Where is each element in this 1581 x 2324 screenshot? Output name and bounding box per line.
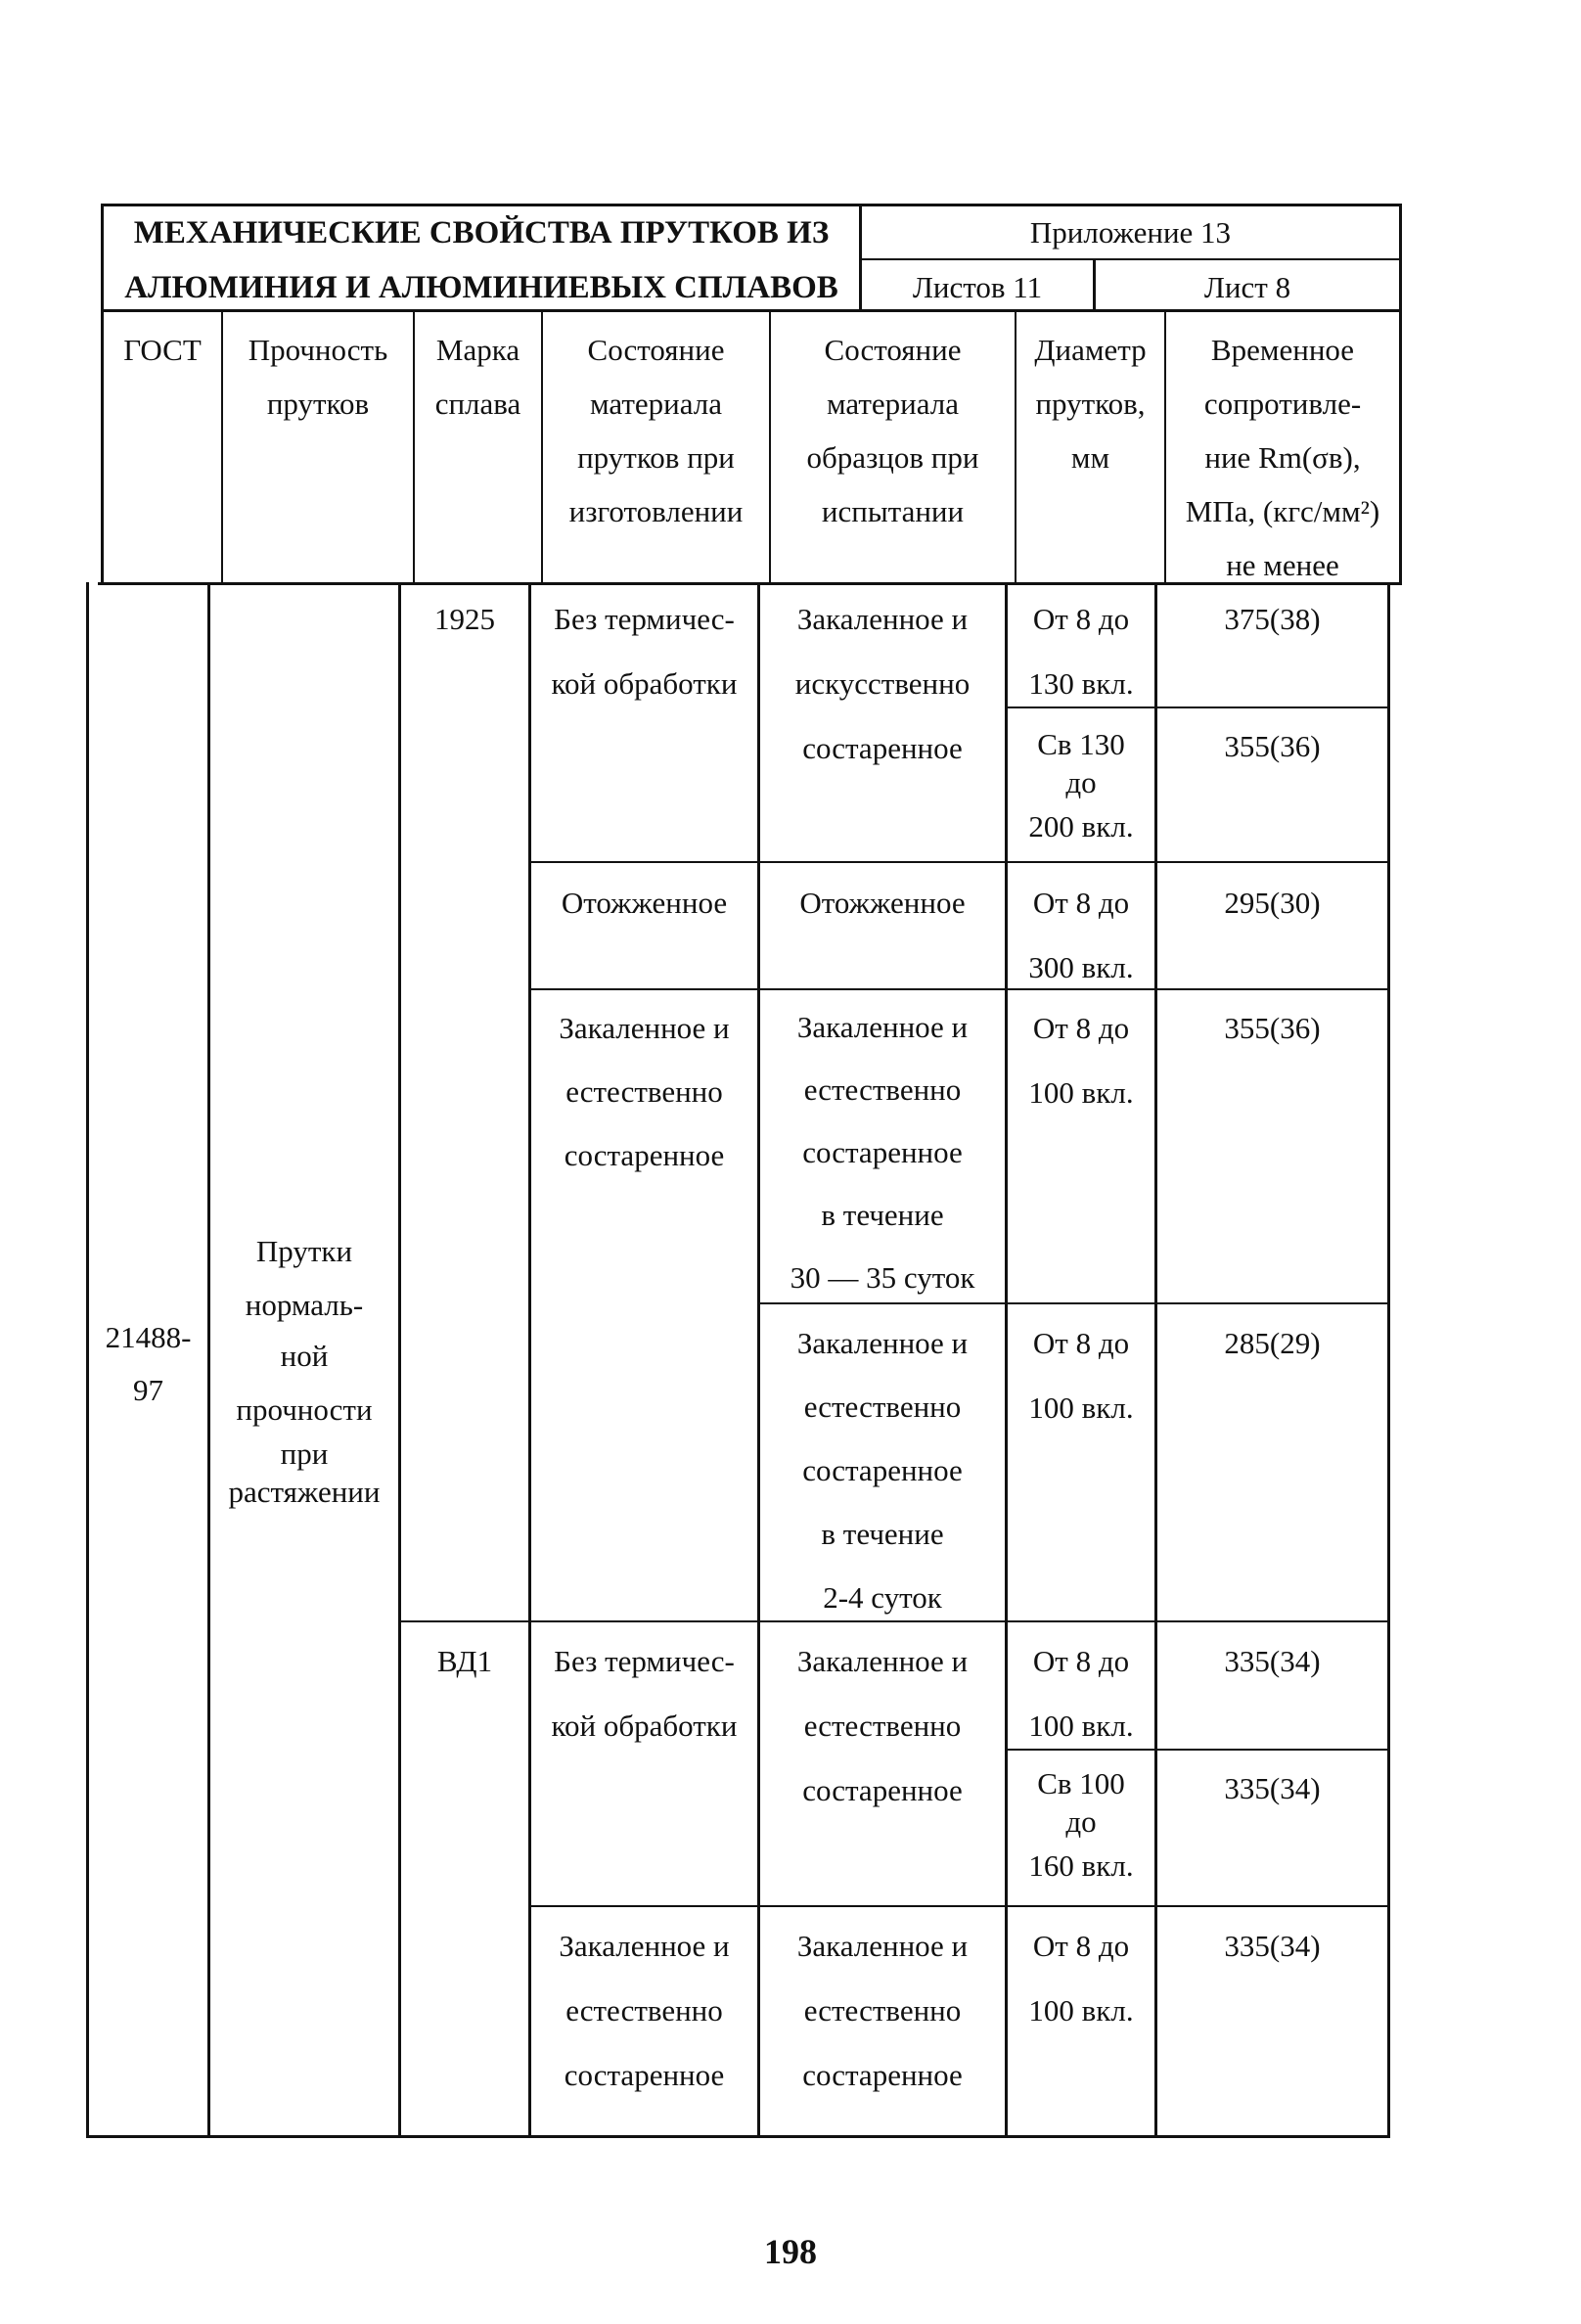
cell-strength-l4: прочности <box>236 1392 373 1427</box>
cell-rm-r5: 285(29) <box>1224 1326 1321 1360</box>
cell-gost-l2: 97 <box>133 1373 163 1407</box>
colhead-state-test <box>771 323 1015 538</box>
cell-test-e-l3: состаренное <box>802 1773 963 1807</box>
cell-diam-r1-l1: От 8 до <box>1032 602 1130 636</box>
cell-diam-r7-l2: до <box>1065 1804 1097 1839</box>
colhead-state-manuf-l1: Состояние <box>587 333 725 367</box>
cell-diam-r6-l2: 100 вкл. <box>1028 1709 1134 1743</box>
colhead-rm-l3: ние Rm(σв), <box>1204 440 1361 475</box>
cell-diam-r3-l1: От 8 до <box>1032 886 1130 920</box>
cell-diam-r5-l1: От 8 до <box>1032 1326 1130 1360</box>
body-line-bottom <box>86 2135 1390 2138</box>
row-line-7 <box>528 1905 1390 1907</box>
colhead-strength <box>223 323 413 431</box>
cell-test-e-l2: естественно <box>803 1709 962 1743</box>
cell-test-d-l4: в течение <box>821 1517 944 1551</box>
cell-strength <box>210 1223 398 1515</box>
colhead-alloy-l1: Марка <box>435 333 520 367</box>
colhead-rm-l4: МПа, (кгс/мм²) <box>1185 494 1380 528</box>
cell-manuf-c-l2: естественно <box>565 1074 723 1109</box>
cell-strength-l1: Прутки <box>255 1234 353 1268</box>
colhead-diameter-l2: прутков, <box>1035 387 1146 421</box>
cell-diam-r8-l1: От 8 до <box>1032 1929 1130 1963</box>
cell-diam-r4-l2: 100 вкл. <box>1028 1075 1134 1110</box>
cell-test-a-l1: Закаленное и <box>796 602 969 636</box>
cell-test-c-l4: в течение <box>821 1198 944 1232</box>
cell-test-a <box>760 587 1005 781</box>
colhead-state-manuf-l2: материала <box>589 387 723 421</box>
cell-test-e <box>760 1629 1005 1823</box>
cell-manuf-e <box>531 1914 757 2108</box>
cell-diam-r5 <box>1008 1311 1154 1440</box>
cell-manuf-a-l2: кой обработки <box>551 666 738 701</box>
cell-test-c-l5: 30 — 35 суток <box>790 1260 975 1295</box>
cell-test-b: Отожженное <box>799 886 966 920</box>
page-number: 198 <box>764 2232 817 2271</box>
cell-test-f-l3: состаренное <box>802 2058 963 2092</box>
cell-diam-r8-l2: 100 вкл. <box>1028 1993 1134 2028</box>
cell-test-c <box>760 996 1005 1309</box>
colhead-gost-text: ГОСТ <box>123 333 202 367</box>
table-title-line2: АЛЮМИНИЯ И АЛЮМИНИЕВЫХ СПЛАВОВ <box>124 270 838 305</box>
cell-test-d-l3: состаренное <box>802 1453 963 1487</box>
cell-diam-r2-l2: до <box>1065 765 1097 799</box>
cell-test-d-l1: Закаленное и <box>796 1326 969 1360</box>
cell-diam-r2-l3: 200 вкл. <box>1028 809 1134 843</box>
colhead-state-manuf <box>543 323 769 538</box>
table-title <box>104 205 859 315</box>
cell-strength-l3: ной <box>280 1339 329 1373</box>
cell-rm-r8: 335(34) <box>1224 1929 1321 1963</box>
cell-diam-r5-l2: 100 вкл. <box>1028 1390 1134 1425</box>
cell-test-c-l3: состаренное <box>802 1135 963 1169</box>
cell-test-f <box>760 1914 1005 2108</box>
colhead-state-manuf-l4: изготовлении <box>568 494 744 528</box>
colhead-alloy <box>415 323 541 431</box>
cell-manuf-e-l2: естественно <box>565 1993 723 2028</box>
cell-manuf-c-l3: состаренное <box>564 1138 725 1172</box>
cell-strength-l6: растяжении <box>228 1475 381 1509</box>
cell-diam-r1-l2: 130 вкл. <box>1028 666 1134 701</box>
cell-strength-l5: при <box>280 1436 329 1471</box>
colhead-state-test-l4: испытании <box>821 494 965 528</box>
sheet-label: Лист 8 <box>1203 270 1291 304</box>
appendix-label: Приложение 13 <box>1029 215 1232 250</box>
cell-diam-r6-l1: От 8 до <box>1032 1644 1130 1678</box>
cell-test-c-l2: естественно <box>803 1072 962 1107</box>
cell-rm-r7: 335(34) <box>1224 1771 1321 1805</box>
colhead-state-test-l3: образцов при <box>806 440 979 475</box>
cell-manuf-d-l2: кой обработки <box>551 1709 738 1743</box>
cell-rm-r3: 295(30) <box>1224 886 1321 920</box>
body-line-strength <box>398 582 401 2138</box>
cell-rm-r6: 335(34) <box>1224 1644 1321 1678</box>
cell-manuf-a-l1: Без термичес- <box>554 602 735 636</box>
cell-test-f-l2: естественно <box>803 1993 962 2028</box>
cell-manuf-e-l3: состаренное <box>564 2058 725 2092</box>
colhead-strength-l2: прутков <box>266 387 370 421</box>
colhead-rm-l2: сопротивле- <box>1203 387 1362 421</box>
cell-test-d-l5: 2-4 суток <box>823 1580 942 1615</box>
table-border-right <box>1399 204 1402 585</box>
cell-diam-r7-l1: Св 100 <box>1037 1766 1125 1800</box>
colhead-rm-l5: не менее <box>1226 548 1339 582</box>
cell-diam-r4-l1: От 8 до <box>1032 1011 1130 1045</box>
cell-test-d-l2: естественно <box>803 1390 962 1424</box>
cell-diam-r1 <box>1008 587 1154 716</box>
cell-manuf-a <box>531 587 757 716</box>
cell-alloy-vd1: ВД1 <box>436 1644 493 1678</box>
colhead-rm <box>1166 323 1399 592</box>
cell-diam-r3 <box>1008 871 1154 1000</box>
cell-test-f-l1: Закаленное и <box>796 1929 969 1963</box>
cell-test-a-l2: искусственно <box>794 666 971 701</box>
cell-diam-r2-l1: Св 130 <box>1037 727 1125 761</box>
cell-diam-r3-l2: 300 вкл. <box>1028 950 1134 984</box>
table-title-line1: МЕХАНИЧЕСКИЕ СВОЙСТВА ПРУТКОВ ИЗ <box>133 215 830 251</box>
cell-test-c-l1: Закаленное и <box>796 1010 969 1044</box>
cell-manuf-d-l1: Без термичес- <box>554 1644 735 1678</box>
cell-diam-r2 <box>1008 722 1154 855</box>
cell-test-a-l3: состаренное <box>802 731 963 765</box>
cell-rm-r1: 375(38) <box>1224 602 1321 636</box>
row-line-2 <box>528 861 1390 863</box>
colhead-diameter-l1: Диаметр <box>1034 333 1147 367</box>
cell-strength-l2: нормаль- <box>245 1288 364 1322</box>
colhead-rm-l1: Временное <box>1210 333 1355 367</box>
cell-diam-r8 <box>1008 1914 1154 2043</box>
cell-diam-r4 <box>1008 996 1154 1125</box>
colhead-diameter <box>1016 323 1164 484</box>
sheets-total-label: Листов 11 <box>912 270 1043 304</box>
cell-manuf-b: Отожженное <box>561 886 728 920</box>
cell-gost-l1: 21488- <box>105 1320 192 1354</box>
colhead-state-manuf-l3: прутков при <box>577 440 735 475</box>
cell-manuf-d <box>531 1629 757 1758</box>
cell-manuf-c <box>531 996 757 1187</box>
cell-diam-r6 <box>1008 1629 1154 1758</box>
cell-manuf-e-l1: Закаленное и <box>559 1929 730 1963</box>
cell-rm-r4: 355(36) <box>1224 1011 1321 1045</box>
colhead-state-test-l2: материала <box>826 387 960 421</box>
cell-manuf-c-l1: Закаленное и <box>559 1011 730 1045</box>
cell-alloy-1925: 1925 <box>434 602 495 636</box>
colhead-gost <box>104 323 221 377</box>
colhead-strength-l1: Прочность <box>248 333 388 367</box>
colhead-state-test-l1: Состояние <box>824 333 962 367</box>
cell-diam-r7-l3: 160 вкл. <box>1028 1848 1134 1883</box>
cell-diam-r7 <box>1008 1761 1154 1894</box>
colhead-diameter-l3: мм <box>1070 440 1110 475</box>
cell-gost <box>89 1311 207 1417</box>
colhead-alloy-l2: сплава <box>434 387 521 421</box>
cell-test-e-l1: Закаленное и <box>796 1644 969 1678</box>
cell-rm-r2: 355(36) <box>1224 729 1321 763</box>
cell-test-d <box>760 1311 1005 1629</box>
row-line-3 <box>528 988 1390 990</box>
